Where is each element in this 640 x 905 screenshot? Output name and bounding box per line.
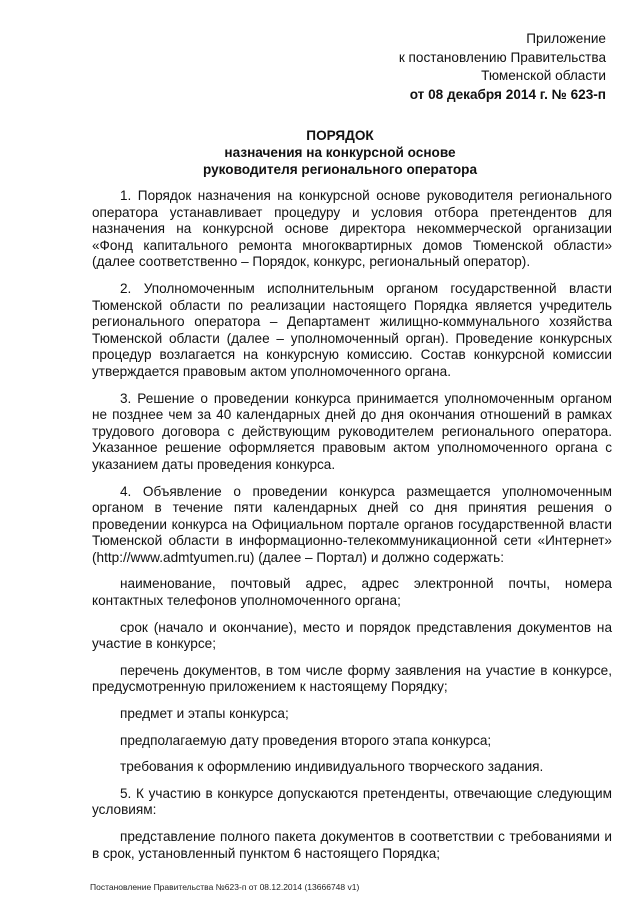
title-sub-1: назначения на конкурсной основе (224, 145, 456, 160)
document-footer: Постановление Правительства №623-п от 08.12.2014 (13666748 v1) (90, 882, 360, 892)
list-item: предполагаемую дату проведения второго этапа конкурса; (120, 732, 492, 748)
list-item: требования к оформлению индивидуального творческого задания. (120, 759, 544, 775)
list-item: срок (начало и окончание), место и порядок представления документов на участие в конкурсе; (92, 619, 612, 652)
appendix-date-number: от 08 декабря 2014 г. № 623-п (409, 86, 606, 102)
paragraph-1: 1. Порядок назначения на конкурсной основе руководителя регионального оператора устанавливает процедуру и условия отбора претендентов для назначения на конкурсной основе директора некоммерческой организации «Фонд капитального ремонта многоквартирных домов Тюменской области» (далее соответственно – Порядок, конкурс, региональный оператор). (92, 188, 612, 270)
list-item: представление полного пакета документов в соответствии с требованиями и в срок, установленный пунктом 6 настоящего Порядка; (92, 829, 612, 861)
document-body (92, 188, 612, 872)
appendix-resolution-ref: к постановлению Правительства (398, 49, 606, 65)
paragraph-5: 5. К участию в конкурсе допускаются претенденты, отвечающие следующим условиям: (92, 785, 612, 818)
appendix-label: Приложение (526, 31, 606, 46)
document-title (60, 127, 620, 178)
paragraph-3: 3. Решение о проведении конкурса принимается уполномоченным органом не позднее чем за 40 календарных дней до дня окончания отношений в рамках трудового договора с действующим руководителем регионального оператора. Указанное решение оформляется правовым актом уполномоченного органа с указанием даты проведения конкурса. (92, 390, 612, 472)
appendix-region: Тюменской области (481, 68, 606, 83)
list-item: наименование, почтовый адрес, адрес электронной почты, номера контактных телефонов уполномоченного органа; (92, 576, 612, 609)
list-item: предмет и этапы конкурса; (120, 706, 289, 722)
appendix-header (336, 30, 606, 104)
title-main: ПОРЯДОК (306, 128, 374, 143)
list-item: перечень документов, в том числе форму заявления на участие в конкурсе, предусмотренную приложением к настоящему Порядку; (92, 662, 612, 695)
paragraph-4: 4. Объявление о проведении конкурса размещается уполномоченным органом в течение пяти календарных дней со дня принятия решения о проведении конкурса на Официальном портале органов государственной власти Тюменской области в информационно-телекоммуникационной сети «Интернет» (http://www.admtyumen.ru) (далее – Портал) и должно содержать: (92, 483, 612, 565)
paragraph-2: 2. Уполномоченным исполнительным органом государственной власти Тюменской области по реализации настоящего Порядка является учредитель регионального оператора – Департамент жилищно-коммунального хозяйства Тюменской области (далее – уполномоченный орган). Проведение конкурсных процедур возлагается на конкурсную комиссию. Состав конкурсной комиссии утверждается правовым актом уполномоченного органа. (92, 280, 612, 379)
title-sub-2: руководителя регионального оператора (202, 162, 478, 177)
